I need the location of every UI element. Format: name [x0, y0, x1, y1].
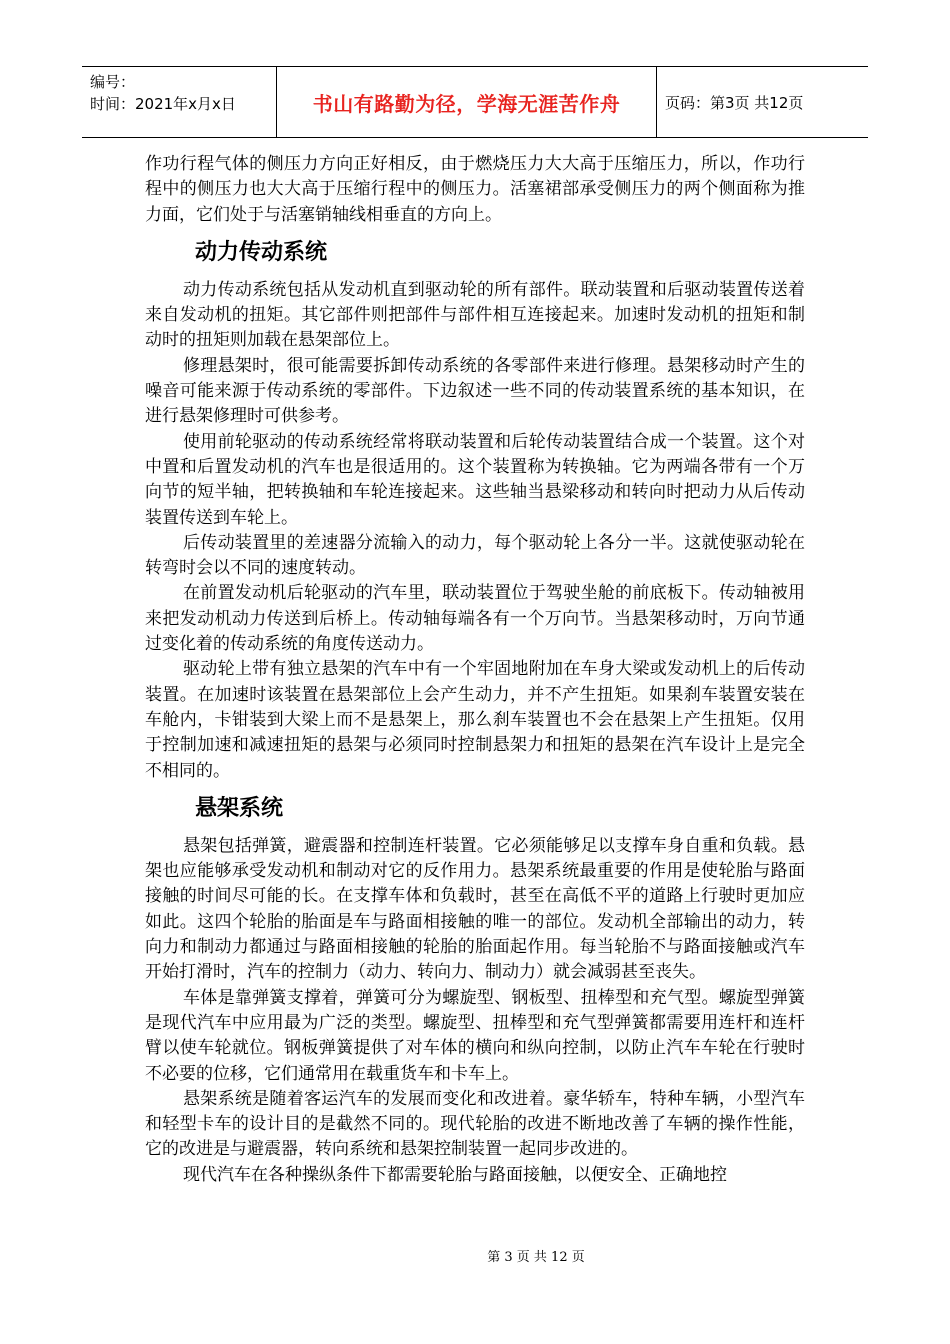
section-heading-suspension: 悬架系统 — [195, 795, 284, 821]
header-page-info: 页码：第3页 共12页 — [665, 93, 804, 112]
paragraph: 后传动装置里的差速器分流输入的动力，每个驱动轮上各分一半。这就使驱动轮在转弯时会以不同的速度转动。 — [145, 532, 805, 579]
document-code-label: 编号： — [90, 73, 136, 91]
header-motto: 书山有路勤为径，学海无涯苦作舟 — [277, 67, 657, 137]
document-body — [145, 152, 805, 1188]
paragraph: 修理悬架时，很可能需要拆卸传动系统的各零部件来进行修理。悬架移动时产生的噪音可能来源于传动系统的零部件。下边叙述一些不同的传动装置系统的基本知识，在进行悬架修理时可供参考。 — [145, 355, 805, 427]
paragraph: 现代汽车在各种操纵条件下都需要轮胎与路面接触，以便安全、正确地控 — [183, 1164, 727, 1185]
paragraph: 悬架系统是随着客运汽车的发展而变化和改进着。豪华轿车，特种车辆，小型汽车和轻型卡车的设计目的是截然不同的。现代轮胎的改进不断地改善了车辆的操作性能，它的改进是与避震器，转向系统和悬架控制装置一起同步改进的。 — [145, 1088, 805, 1160]
paragraph: 悬架包括弹簧，避震器和控制连杆装置。它必须能够足以支撑车身自重和负载。悬架也应能够承受发动机和制动对它的反作用力。悬架系统最重要的作用是使轮胎与路面接触的时间尽可能的长。在支撑车体和负载时，甚至在高低不平的道路上行驶时更加应如此。这四个轮胎的胎面是车与路面相接触的唯一的部位。发动机全部输出的动力，转向力和制动力都通过与路面相接触的轮胎的胎面起作用。每当轮胎不与路面接触或汽车开始打滑时，汽车的控制力（动力、转向力、制动力）就会减弱甚至丧失。 — [145, 835, 805, 983]
paragraph: 驱动轮上带有独立悬架的汽车中有一个牢固地附加在车身大梁或发动机上的后传动装置。在加速时该装置在悬架部位上会产生动力，并不产生扭矩。如果刹车装置安装在车舱内，卡钳装到大梁上而不是悬架上，那么刹车装置也不会在悬架上产生扭矩。仅用于控制加速和减速扭矩的悬架与必须同时控制悬架力和扭矩的悬架在汽车设计上是完全不相同的。 — [145, 659, 805, 781]
section-heading-powertrain: 动力传动系统 — [195, 239, 328, 265]
document-time-label: 时间：2021年x月x日 — [90, 95, 236, 113]
page-footer: 第 3 页 共 12 页 — [487, 1250, 585, 1265]
header-info-cell — [82, 67, 277, 137]
paragraph: 作功行程气体的侧压力方向正好相反，由于燃烧压力大大高于压缩压力，所以，作功行程中的侧压力也大大高于压缩行程中的侧压力。活塞裙部承受侧压力的两个侧面称为推力面，它们处于与活塞销轴线相垂直的方向上。 — [145, 154, 805, 225]
paragraph: 动力传动系统包括从发动机直到驱动轮的所有部件。联动装置和后驱动装置传送着来自发动机的扭矩。其它部件则把部件与部件相互连接起来。加速时发动机的扭矩和制动时的扭矩则加载在悬架部位上。 — [145, 279, 805, 351]
paragraph: 使用前轮驱动的传动系统经常将联动装置和后轮传动装置结合成一个装置。这个对中置和后置发动机的汽车也是很适用的。这个装置称为转换轴。它为两端各带有一个万向节的短半轴，把转换轴和车轮连接起来。这些轴当悬梁移动和转向时把动力从后传动装置传送到车轮上。 — [145, 431, 805, 528]
paragraph: 车体是靠弹簧支撑着，弹簧可分为螺旋型、钢板型、扭棒型和充气型。螺旋型弹簧是现代汽车中应用最为广泛的类型。螺旋型、扭棒型和充气型弹簧都需要用连杆和连杆臂以使车轮就位。钢板弹簧提供了对车体的横向和纵向控制，以防止汽车车轮在行驶时不必要的位移，它们通常用在载重货车和卡车上。 — [145, 987, 805, 1084]
paragraph: 在前置发动机后轮驱动的汽车里，联动装置位于驾驶坐舱的前底板下。传动轴被用来把发动机动力传送到后桥上。传动轴每端各有一个万向节。当悬架移动时，万向节通过变化着的传动系统的角度传送动力。 — [145, 583, 805, 655]
page-header — [82, 66, 868, 138]
